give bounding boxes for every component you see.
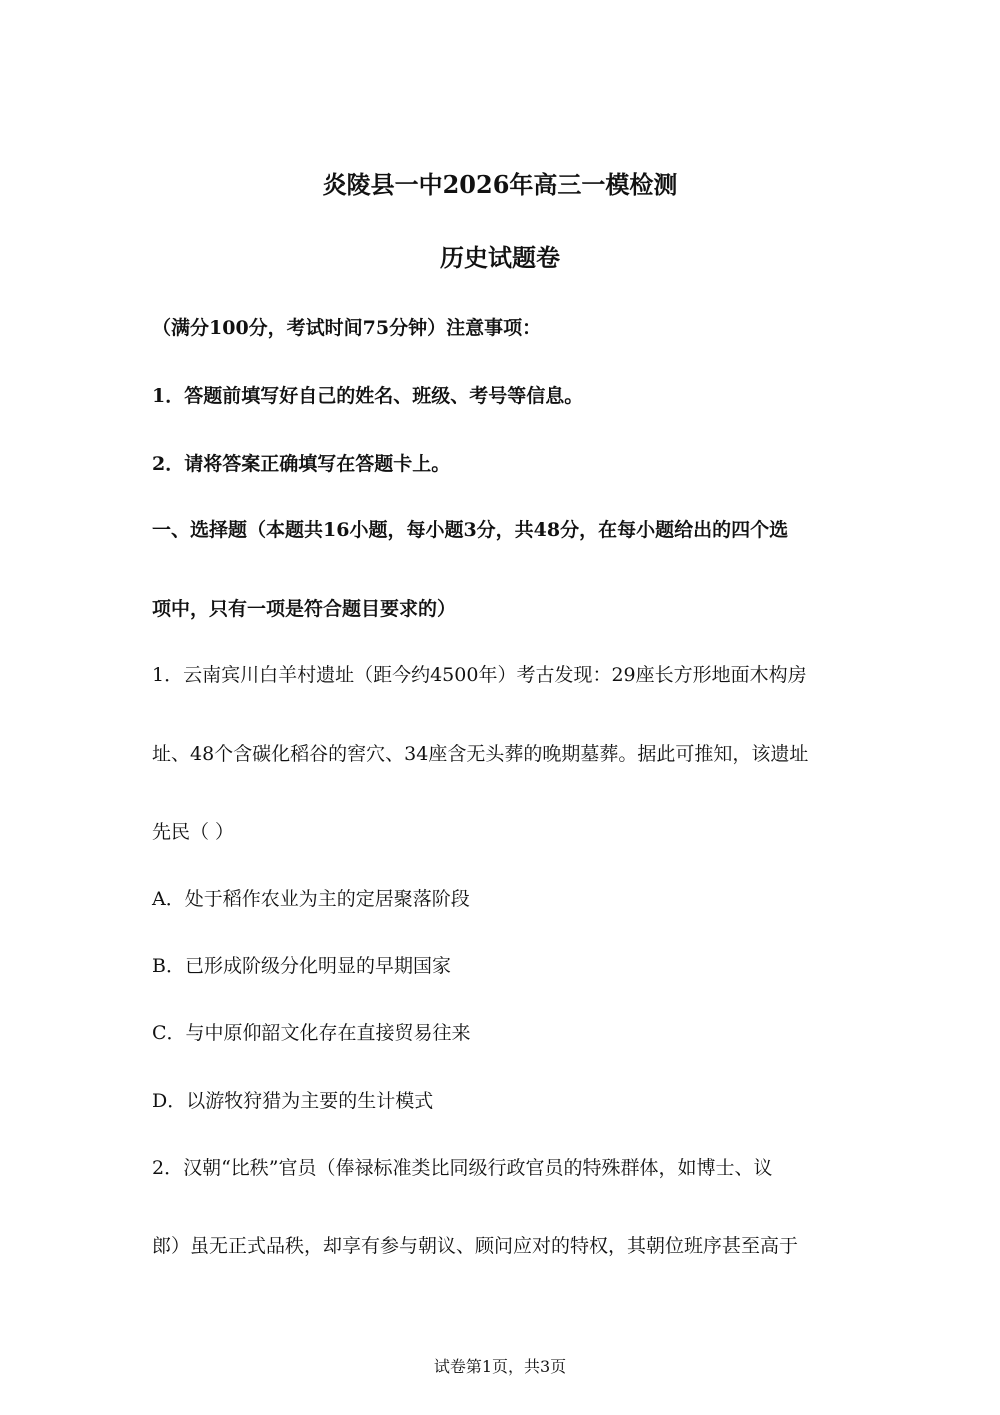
page-footer: 试卷第1页，共3页 (433, 1357, 567, 1376)
question-2-stem-line-2: 郎）虽无正式品秩，却享有参与朝议、顾问应对的特权，其朝位班序甚至高于 (152, 1235, 799, 1257)
exam-subtitle: 历史试题卷 (440, 243, 560, 272)
question-1-option-b: B．已形成阶级分化明显的早期国家 (152, 955, 451, 977)
question-1-stem-line-1: 1．云南宾川白羊村遗址（距今约4500年）考古发现：29座长方形地面木构房 (152, 664, 807, 686)
section-heading-line-2: 项中，只有一项是符合题目要求的） (152, 598, 457, 620)
exam-notice-intro: （满分100分，考试时间75分钟）注意事项： (152, 317, 542, 339)
question-1-stem-line-2: 址、48个含碳化稻谷的窖穴、34座含无头葬的晚期墓葬。据此可推知，该遗址 (152, 743, 809, 765)
question-1-stem-line-3: 先民（ ） (152, 821, 235, 843)
question-2-stem-line-1: 2．汉朝“比秩”官员（俸禄标准类比同级行政官员的特殊群体，如博士、议 (152, 1157, 773, 1179)
section-heading-line-1: 一、选择题（本题共16小题，每小题3分，共48分，在每小题给出的四个选 (152, 519, 789, 541)
exam-title: 炎陵县一中2026年高三一模检测 (322, 170, 678, 199)
question-1-option-c: C．与中原仰韶文化存在直接贸易往来 (152, 1022, 471, 1044)
notice-item-1: 1．答题前填写好自己的姓名、班级、考号等信息。 (152, 385, 584, 407)
notice-item-2: 2．请将答案正确填写在答题卡上。 (152, 453, 451, 475)
question-1-option-d: D．以游牧狩猎为主要的生计模式 (152, 1090, 434, 1112)
question-1-option-a: A．处于稻作农业为主的定居聚落阶段 (152, 888, 470, 910)
